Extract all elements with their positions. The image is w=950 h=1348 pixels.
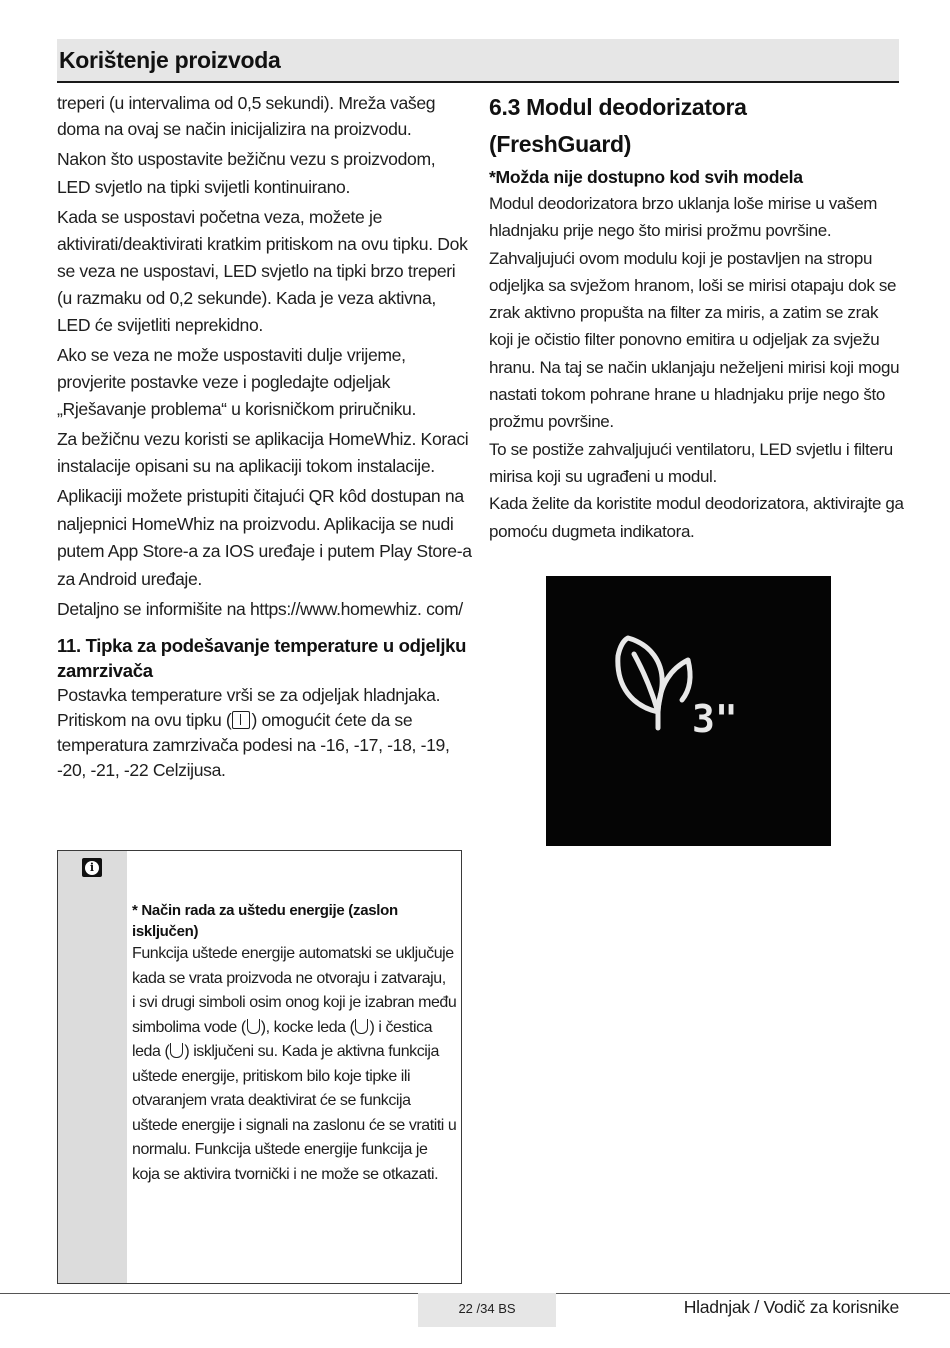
paragraph: Aplikaciji možete pristupiti čitajući QR kôd dostupan na naljepnici HomeWhiz na proizvodu. Aplikacija se nudi putem App Store-a za IOS uređaje i putem Play Store-a za Android uređaje. — [57, 486, 472, 589]
page-number: 22 /34 BS — [418, 1293, 556, 1327]
section-heading: 11. Tipka za podešavanje temperature u odjeljku zamrzivača — [57, 635, 467, 681]
info-icon: i — [82, 858, 102, 877]
info-text: Funkcija uštede energije automatski se uključuje kada se vrata proizvoda ne otvoraju i zatvaraju, — [132, 945, 454, 987]
freshguard-image — [546, 576, 831, 846]
left-column — [57, 90, 472, 783]
paragraph: To se postiže zahvaljujući ventilatoru, LED svjetlu i filteru mirisa koji su ugrađeni u modul. — [489, 439, 893, 486]
freezer-button-icon — [232, 711, 250, 729]
section-text: Postavka temperature vrši se za odjeljak hladnjaka. Pritiskom na ovu tipku ( — [57, 685, 441, 730]
paragraph: Kada se uspostavi početna veza, možete je aktivirati/deaktivirati kratkim pritiskom na ovu tipku. Dok se veza ne uspostavi, LED svjetlo na tipki brzo treperi (u razmaku od 0,2 sekunde). Kada je veza aktivna, LED će svijetliti neprekidno. — [57, 207, 468, 335]
footer-title: Hladnjak / Vodič za korisnike — [683, 1297, 899, 1317]
paragraph: Zahvaljujući ovom modulu koji je postavljen na stropu odjeljka sa svježom hranom, loši se mirisi otapaju dok se zrak aktivno propušta na filter za miris, a zatim se zrak koji je očistio filter ponovno emitira u odjeljak za svježu hranu. Na taj se način uklanjaju neželjeni mirisi koji mogu nastati tokom pohrane hrane u hladnjaku prije nego što prožmu površine. — [489, 248, 900, 432]
info-heading: * Način rada za uštedu energije (zaslon isključen) — [132, 902, 398, 940]
page-header — [57, 39, 899, 83]
section-title: (FreshGuard) — [489, 131, 632, 157]
paragraph: Modul deodorizatora brzo uklanja loše mirise u vašem hladnjaku prije nego što mirisi prožmu površine. — [489, 194, 878, 241]
paragraph: Nakon što uspostavite bežičnu vezu s proizvodom, LED svjetlo na tipki svijetli kontinuirano. — [57, 149, 436, 197]
leaf-icon — [546, 576, 831, 846]
info-box-sidebar — [58, 851, 127, 1283]
section-title: 6.3 Modul deodorizatora — [489, 94, 747, 120]
paragraph: Ako se veza ne može uspostaviti dulje vrijeme, provjerite postavke veze i pogledajte odjeljak „Rješavanje problema“ u korisničkom priručniku. — [57, 345, 417, 419]
right-column — [489, 90, 904, 545]
info-content — [132, 900, 458, 1187]
crushed-ice-icon — [170, 1043, 183, 1058]
paragraph: Kada želite da koristite modul deodorizatora, aktivirajte ga pomoću dugmeta indikatora. — [489, 494, 904, 541]
section-body — [57, 683, 472, 783]
water-icon — [247, 1019, 260, 1034]
paragraph: treperi (u intervalima od 0,5 sekundi). Mreža vašeg doma na ovaj se način inicijalizira na proizvodu. — [57, 93, 436, 139]
info-box — [57, 850, 462, 1284]
paragraph: Detaljno se informišite na https://www.homewhiz. com/ — [57, 599, 463, 619]
paragraph: Za bežičnu vezu koristi se aplikacija HomeWhiz. Koraci instalacije opisani su na aplikaciji tokom instalacije. — [57, 429, 469, 476]
timer-label: 3" — [692, 697, 738, 741]
ice-cube-icon — [355, 1019, 368, 1034]
info-text: i svi drugi simboli osim onog koji je izabran među simbolima vode ( ), kocke leda ( ) i čestica leda ( ) isključeni su. Kada je aktivna funkcija uštede energije, pritiskom bilo koje tipke ili otvaranjem vrata deaktivirat će se funkcija uštede energije i signali na zaslonu će se vratiti u normalu. Funkcija uštede energije funkcija je koja se aktivira tvornički i ne može se otkazati. — [132, 994, 457, 1183]
page-title: Korištenje proizvoda — [59, 47, 281, 73]
availability-note: *Možda nije dostupno kod svih modela — [489, 167, 803, 187]
section-text: ) omogućit ćete da se temperatura zamrzivača podesi na -16, -17, -18, -19, -20, -21, -22 Celzijusa. — [57, 710, 450, 780]
